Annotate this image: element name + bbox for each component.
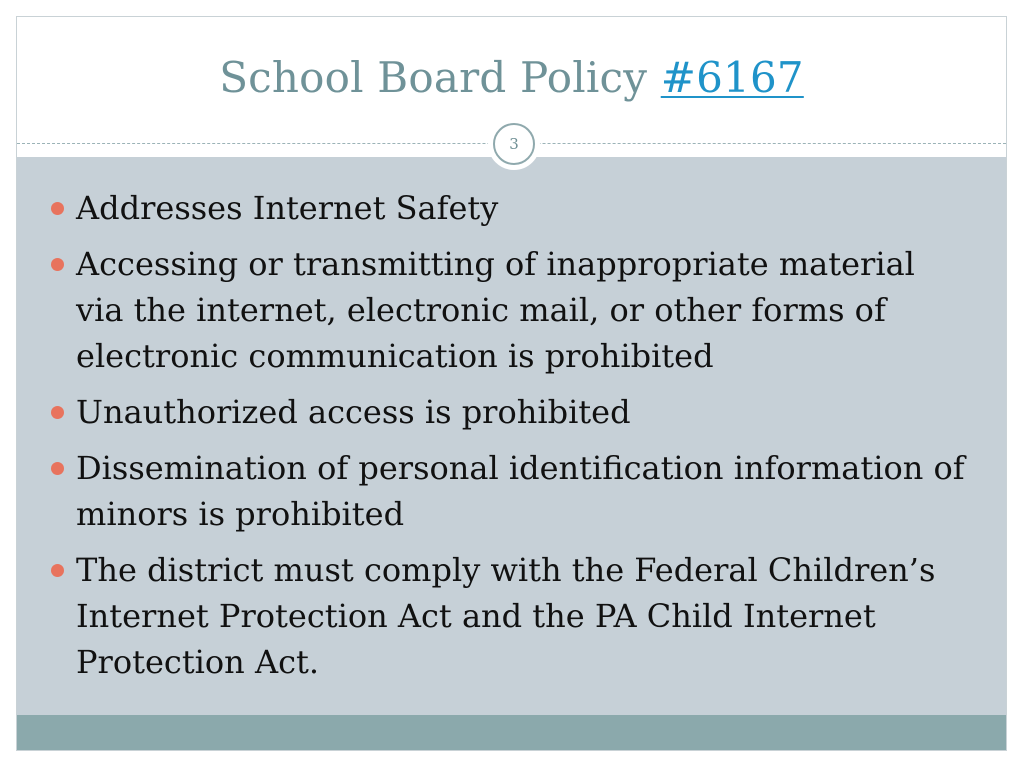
list-item: [49, 185, 969, 231]
bullet-text: Dissemination of personal identification information of minors is prohibited: [76, 449, 965, 533]
bullet-text: Unauthorized access is prohibited: [76, 393, 631, 431]
bullet-text: Addresses Internet Safety: [76, 189, 499, 227]
bullet-dot-icon: [51, 202, 64, 215]
slide-title: [17, 53, 1006, 102]
list-item: [49, 241, 969, 379]
bullet-dot-icon: [51, 564, 64, 577]
page-number: 3: [493, 123, 535, 165]
bullet-dot-icon: [51, 462, 64, 475]
list-item: [49, 389, 969, 435]
policy-link[interactable]: #6167: [660, 53, 804, 102]
bullet-text: The district must comply with the Federal Children’s Internet Protection Act and the PA Child Internet Protection Act.: [76, 551, 936, 681]
list-item: [49, 547, 969, 685]
title-text: School Board Policy: [219, 53, 661, 102]
bullet-dot-icon: [51, 406, 64, 419]
bullet-list: [49, 185, 969, 695]
bullet-dot-icon: [51, 258, 64, 271]
footer-band: [17, 715, 1006, 750]
bullet-text: Accessing or transmitting of inappropriate material via the internet, electronic mail, or other forms of electronic communication is prohibited: [76, 245, 915, 375]
slide: [16, 16, 1007, 751]
page-number-badge: [488, 118, 540, 170]
list-item: [49, 445, 969, 537]
